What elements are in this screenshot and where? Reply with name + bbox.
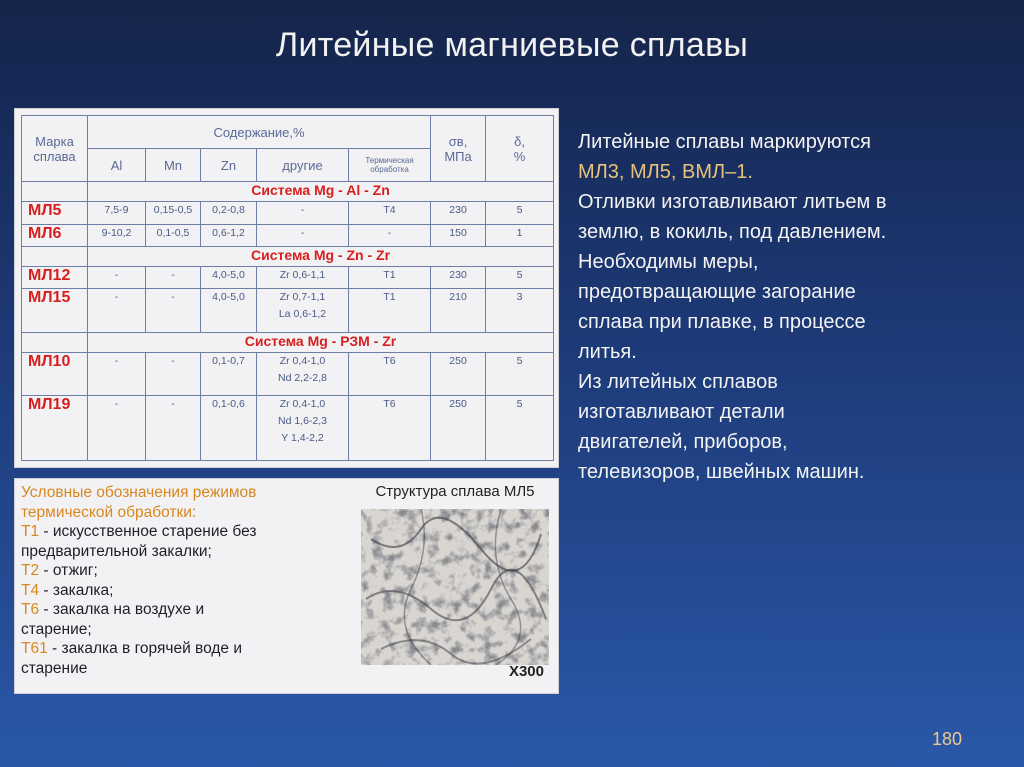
cell-delta: 5 (486, 396, 554, 461)
cell-mn: 0,1-0,5 (146, 224, 201, 246)
cell-mn: - (146, 396, 201, 461)
grade-examples: МЛ3, МЛ5, ВМЛ–1. (578, 161, 753, 183)
cell-zn: 4,0-5,0 (201, 266, 257, 288)
alloy-grade: МЛ12 (22, 266, 88, 288)
cell-mn: 0,15-0,5 (146, 202, 201, 224)
cell-delta: 3 (486, 289, 554, 333)
cell-sigma: 250 (431, 352, 486, 396)
header-al: Al (88, 149, 146, 182)
slide-title: Литейные магниевые сплавы (275, 26, 749, 64)
legend-code: Т4 (21, 581, 40, 599)
cell-other: Zr 0,4-1,0 Nd 2,2-2,8 (257, 352, 349, 396)
cell-zn: 0,2-0,8 (201, 202, 257, 224)
cell-mn: - (146, 289, 201, 333)
header-content: Содержание,% (88, 116, 431, 149)
header-grade: Марка сплава (22, 116, 88, 182)
cell-al: 9-10,2 (88, 224, 146, 246)
legend-code: Т6 (21, 601, 40, 618)
legend-heading: Условные обозначения режимов (21, 484, 257, 501)
heat-treatment-legend (21, 483, 341, 678)
alloy-grade: МЛ15 (22, 289, 88, 333)
cell-heat: - (349, 224, 431, 246)
magnification-label: Х300 (508, 663, 544, 680)
cell-sigma: 150 (431, 224, 486, 246)
system-heading: Система Mg - Zn - Zr (88, 246, 554, 266)
cell-sigma: 250 (431, 396, 486, 461)
alloy-composition-table (21, 115, 554, 461)
cell-other: - (257, 224, 349, 246)
cell-al: - (88, 396, 146, 461)
cell-sigma: 230 (431, 266, 486, 288)
legend-code: Т2 (21, 562, 40, 579)
cell-zn: 0,1-0,7 (201, 352, 257, 396)
cell-other: Zr 0,6-1,1 (257, 266, 349, 288)
alloy-table-panel (14, 108, 559, 468)
cell-delta: 5 (486, 352, 554, 396)
cell-zn: 4,0-5,0 (201, 289, 257, 333)
legend-item-continuation: предварительной закалки; (21, 542, 212, 560)
cell-other: Zr 0,7-1,1 La 0,6-1,2 (257, 289, 349, 333)
legend-item: Т1 - искусственное старение без (21, 523, 257, 540)
microstructure-texture (361, 509, 549, 665)
microstructure-title: Структура сплава МЛ5 (375, 483, 535, 500)
table-row (22, 224, 554, 246)
legend-panel (14, 478, 559, 694)
legend-code: Т1 (21, 523, 40, 540)
header-zn: Zn (201, 149, 257, 182)
description-text: Литейные сплавы маркируются МЛ3, МЛ5, ВМЛ–1. Отливки изготавливают литьем в землю, в кокиль, под давлением. Необходимы меры, предотвращающие загорание сплава при плавке, в процессе литья. Из литейных сплавов изготавливают детали двигателей, приборов, телевизоров, швейных машин. (578, 127, 998, 487)
cell-other: Zr 0,4-1,0 Nd 1,6-2,3 Y 1,4-2,2 (257, 396, 349, 461)
cell-mn: - (146, 266, 201, 288)
cell-mn: - (146, 352, 201, 396)
alloy-grade: МЛ6 (22, 224, 88, 246)
cell-heat: Т4 (349, 202, 431, 224)
cell-delta: 5 (486, 202, 554, 224)
header-sigma: σв, МПа (431, 116, 486, 182)
header-heat-treatment: Термическая обработка (349, 149, 431, 182)
cell-al: - (88, 289, 146, 333)
page-number: 180 (931, 729, 962, 749)
header-delta: δ, % (486, 116, 554, 182)
legend-item: Т6 - закалка на воздухе и (21, 601, 205, 618)
legend-heading-2: термической обработки: (21, 503, 197, 521)
microstructure-image (361, 509, 549, 665)
header-other: другие (257, 149, 349, 182)
cell-sigma: 210 (431, 289, 486, 333)
legend-item: Т2 - отжиг; (21, 562, 98, 579)
cell-delta: 1 (486, 224, 554, 246)
legend-item-continuation: старение; (21, 620, 92, 638)
cell-al: - (88, 266, 146, 288)
table-row (22, 202, 554, 224)
cell-sigma: 230 (431, 202, 486, 224)
system-heading: Система Mg - Al - Zn (88, 182, 554, 202)
cell-heat: Т6 (349, 352, 431, 396)
table-row (22, 396, 554, 461)
table-row (22, 289, 554, 333)
cell-other: - (257, 202, 349, 224)
legend-item: Т61 - закалка в горячей воде и (21, 640, 242, 657)
cell-zn: 0,6-1,2 (201, 224, 257, 246)
cell-heat: Т1 (349, 266, 431, 288)
legend-code: Т61 (21, 640, 48, 657)
table-row (22, 352, 554, 396)
header-mn: Mn (146, 149, 201, 182)
cell-al: 7,5-9 (88, 202, 146, 224)
cell-delta: 5 (486, 266, 554, 288)
legend-item: Т4 - закалка; (21, 581, 114, 599)
alloy-grade: МЛ19 (22, 396, 88, 461)
cell-al: - (88, 352, 146, 396)
cell-heat: Т6 (349, 396, 431, 461)
table-row (22, 266, 554, 288)
alloy-grade: МЛ5 (22, 202, 88, 224)
cell-heat: Т1 (349, 289, 431, 333)
cell-zn: 0,1-0,6 (201, 396, 257, 461)
alloy-grade: МЛ10 (22, 352, 88, 396)
legend-item-continuation: старение (21, 659, 88, 677)
system-heading: Система Mg - РЗМ - Zr (88, 332, 554, 352)
